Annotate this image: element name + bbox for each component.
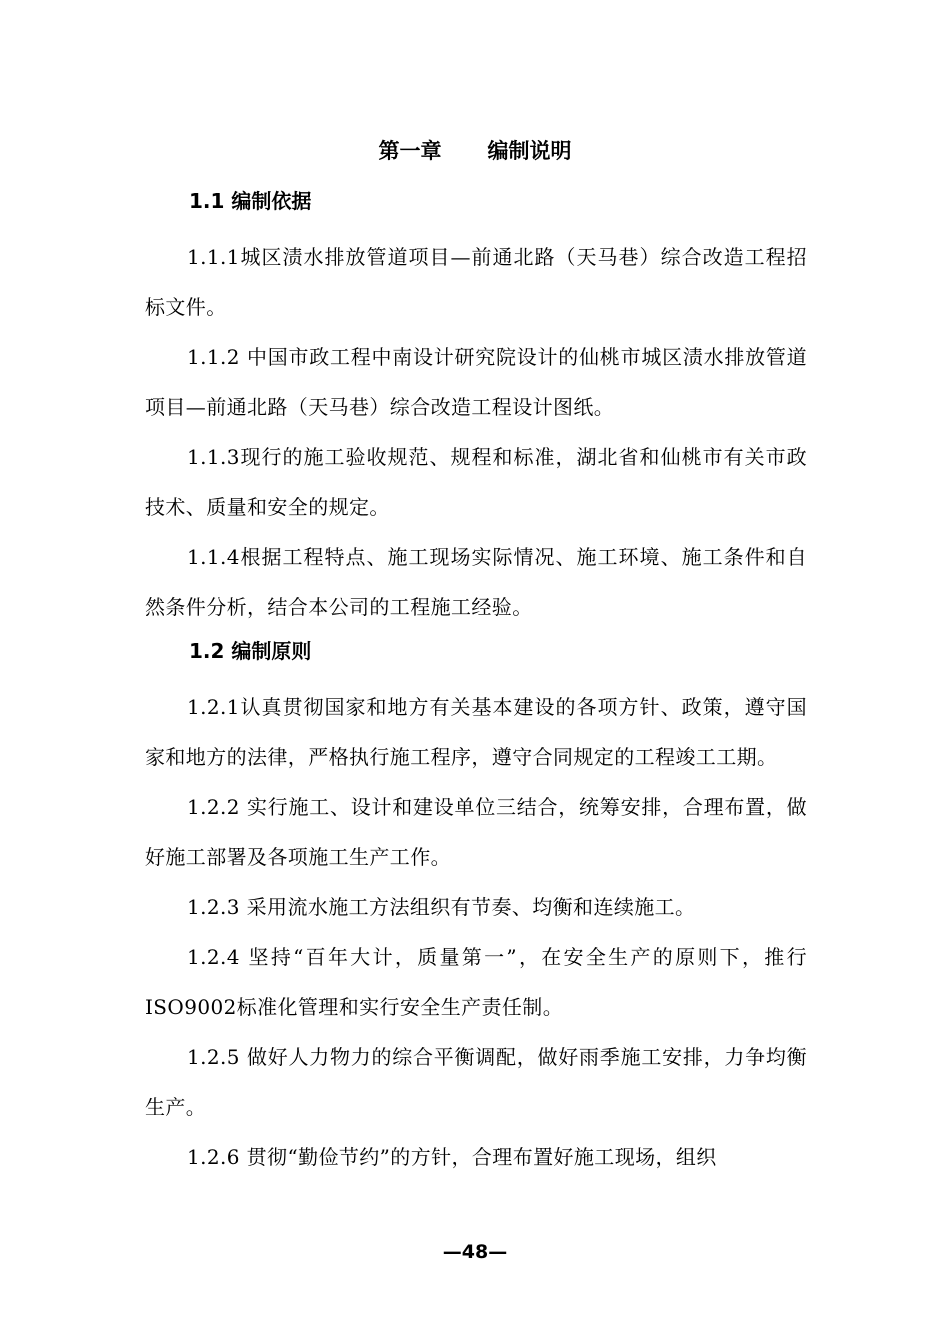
paragraph: 1.2.6 贯彻“勤俭节约”的方针，合理布置好施工现场，组织 [187, 1145, 717, 1169]
paragraph: 1.1.3现行的施工验收规范、规程和标准，湖北省和仙桃市有关市政技术、质量和安全的规定。 [145, 445, 807, 519]
section-heading: 1.1 编制依据 [189, 189, 312, 213]
paragraph: 1.2.4 坚持“百年大计，质量第一”，在安全生产的原则下，推行ISO9002标准化管理和实行安全生产责任制。 [145, 945, 807, 1019]
paragraph: 1.2.5 做好人力物力的综合平衡调配，做好雨季施工安排，力争均衡生产。 [145, 1045, 807, 1119]
paragraph: 1.2.3 采用流水施工方法组织有节奏、均衡和连续施工。 [187, 895, 696, 919]
chapter-name: 编制说明 [487, 139, 572, 163]
paragraph: 1.2.1认真贯彻国家和地方有关基本建设的各项方针、政策，遵守国家和地方的法律，严格执行施工程序，遵守合同规定的工程竣工工期。 [145, 695, 807, 769]
page-number: —48— [442, 1241, 508, 1263]
paragraph: 1.1.1城区渍水排放管道项目—前通北路（天马巷）综合改造工程招标文件。 [145, 245, 807, 319]
paragraph: 1.1.4根据工程特点、施工现场实际情况、施工环境、施工条件和自然条件分析，结合本公司的工程施工经验。 [145, 545, 807, 619]
chapter-title [0, 136, 950, 166]
paragraph: 1.2.2 实行施工、设计和建设单位三结合，统筹安排，合理布置，做好施工部署及各项施工生产工作。 [145, 795, 807, 869]
paragraph: 1.1.2 中国市政工程中南设计研究院设计的仙桃市城区渍水排放管道项目—前通北路（天马巷）综合改造工程设计图纸。 [145, 345, 807, 419]
section-heading: 1.2 编制原则 [189, 639, 312, 663]
chapter-number: 第一章 [378, 139, 442, 163]
document-body [145, 182, 807, 1182]
